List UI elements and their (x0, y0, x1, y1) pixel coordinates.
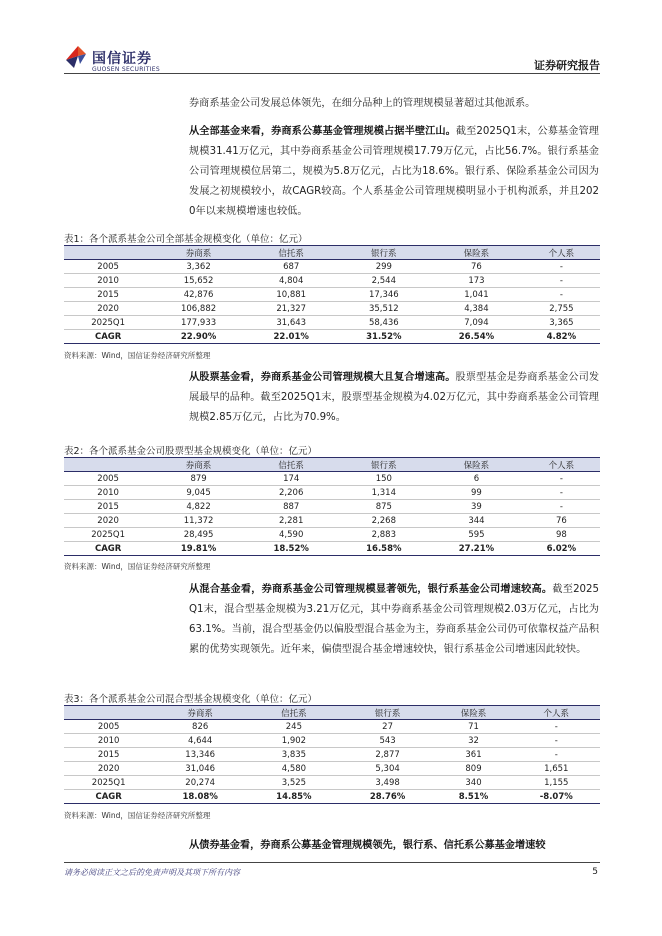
table-row (64, 260, 600, 274)
table-row (64, 720, 600, 734)
table-row (64, 542, 600, 556)
table-cell: 3,525 (247, 776, 341, 790)
table-cell: 879 (152, 472, 245, 486)
table-cell: 26.54% (430, 330, 523, 344)
table-cell: 177,933 (152, 316, 245, 330)
footer-disclaimer: 请务必阅读正文之后的免责声明及其项下所有内容 (64, 868, 240, 877)
table-cell: 2,877 (341, 748, 435, 762)
table-cell: 4,384 (430, 302, 523, 316)
company-name: 国信证券 (92, 51, 152, 67)
table-row (64, 748, 600, 762)
table-cell: -8.07% (513, 790, 600, 804)
column-header (64, 458, 152, 472)
table-cell: 2025Q1 (64, 528, 152, 542)
table-cell: CAGR (64, 542, 152, 556)
table-cell: 31.52% (338, 330, 431, 344)
report-type: 证券研究报告 (534, 59, 600, 72)
table-cell: 2005 (64, 472, 152, 486)
table-cell: 14.85% (247, 790, 341, 804)
table-cell: 9,045 (152, 486, 245, 500)
table-cell: 543 (341, 734, 435, 748)
table-cell: 687 (245, 260, 338, 274)
column-header: 信托系 (245, 246, 338, 260)
table-cell: 99 (430, 486, 523, 500)
table-row (64, 762, 600, 776)
table-cell: - (523, 260, 600, 274)
table-cell: 71 (434, 720, 512, 734)
table-caption: 表2：各个派系基金公司股票型基金规模变化（单位：亿元） (64, 446, 318, 457)
table-cell: 2025Q1 (64, 316, 152, 330)
table-cell: 2010 (64, 486, 152, 500)
paragraph-stock-funds (189, 368, 599, 428)
paragraph-lead: 从债券基金看，券商系公募基金管理规模领先，银行系、信托系公募基金增速较 (189, 840, 546, 851)
table-row (64, 734, 600, 748)
table-cell: 1,314 (338, 486, 431, 500)
table-cell: 1,155 (513, 776, 600, 790)
table-cell: 17,346 (338, 288, 431, 302)
paragraph-bond-funds (189, 836, 599, 856)
table-cell: 344 (430, 514, 523, 528)
table-cell: 2005 (64, 260, 152, 274)
paragraph-lead: 从全部基金来看，券商系公募基金管理规模占据半壁江山。 (189, 126, 456, 137)
table-cell: - (523, 472, 600, 486)
table-cell: 28,495 (152, 528, 245, 542)
table-cell: 21,327 (245, 302, 338, 316)
header-divider (64, 73, 600, 74)
table-cell: 16.58% (338, 542, 431, 556)
data-table (64, 245, 600, 344)
table-cell: 826 (153, 720, 247, 734)
table-cell: 11,372 (152, 514, 245, 528)
column-header (64, 246, 152, 260)
page-number: 5 (592, 867, 598, 877)
table-row (64, 472, 600, 486)
column-header: 个人系 (523, 458, 600, 472)
column-header: 个人系 (523, 246, 600, 260)
table-cell: 31,643 (245, 316, 338, 330)
table-row (64, 500, 600, 514)
column-header: 券商系 (152, 246, 245, 260)
table-cell: - (523, 486, 600, 500)
table-cell: 2,544 (338, 274, 431, 288)
table-cell: 42,876 (152, 288, 245, 302)
table-cell: 4.82% (523, 330, 600, 344)
table-cell: 2020 (64, 302, 152, 316)
table-cell: 2005 (64, 720, 153, 734)
column-header: 保险系 (430, 458, 523, 472)
column-header: 银行系 (341, 706, 435, 720)
table-cell: 299 (338, 260, 431, 274)
table-cell: 13,346 (153, 748, 247, 762)
paragraph-text: 股票型基金是券商系基金公司发展最早的品种。截至2025Q1末，股票型基金规模为4.02万亿元，其中券商系基金公司管理规模2.85万亿元，占比为70.9%。 (189, 372, 600, 423)
paragraph-text: 券商系基金公司发展总体领先，在细分品种上的管理规模显著超过其他派系。 (189, 98, 536, 109)
table-cell: 2015 (64, 500, 152, 514)
table-cell: 22.90% (152, 330, 245, 344)
table-row (64, 330, 600, 344)
page-header (0, 0, 662, 78)
table-cell: 2010 (64, 734, 153, 748)
table-cell: CAGR (64, 790, 153, 804)
company-name-en: GUOSEN SECURITIES (92, 66, 161, 73)
paragraph-hybrid-funds (189, 580, 599, 660)
column-header: 保险系 (434, 706, 512, 720)
table-cell: - (523, 500, 600, 514)
table-row (64, 790, 600, 804)
table-cell: 15,652 (152, 274, 245, 288)
table-cell: 7,094 (430, 316, 523, 330)
paragraph-intro (189, 94, 599, 114)
column-header (64, 706, 153, 720)
column-header: 信托系 (247, 706, 341, 720)
column-header: 银行系 (338, 246, 431, 260)
table-cell: CAGR (64, 330, 152, 344)
paragraph-lead: 从股票基金看，券商系基金公司管理规模大且复合增速高。 (189, 372, 456, 383)
table-cell: 4,590 (245, 528, 338, 542)
table-cell: 58,436 (338, 316, 431, 330)
table-cell: 18.08% (153, 790, 247, 804)
paragraph-text: 截至2025Q1末，公募基金管理规模31.41万亿元，其中券商系基金公司管理规模17.79万亿元，占比56.7%。银行系基金公司管理规模位居第二，规模为5.8万亿元，占比为18.6%。银行系、保险系基金公司因为发展之初规模较小，故CAGR较高。个人系基金公司管理规模明显小于机构派系，并且2020年以来规模增速也较低。 (189, 126, 599, 217)
table-cell: 4,580 (247, 762, 341, 776)
table-cell: 4,804 (245, 274, 338, 288)
table-row (64, 514, 600, 528)
table-cell: 5,304 (341, 762, 435, 776)
table-cell: 3,362 (152, 260, 245, 274)
table-cell: - (523, 288, 600, 302)
table-cell: 10,881 (245, 288, 338, 302)
data-table (64, 457, 600, 556)
table-cell: - (513, 720, 600, 734)
table-cell: 2010 (64, 274, 152, 288)
paragraph-lead: 从混合基金看，券商系基金公司管理规模显著领先，银行系基金公司增速较高。 (189, 584, 553, 595)
table-cell: 35,512 (338, 302, 431, 316)
column-header: 信托系 (245, 458, 338, 472)
table-cell: 98 (523, 528, 600, 542)
table-cell: 1,651 (513, 762, 600, 776)
table-cell: 8.51% (434, 790, 512, 804)
table-row (64, 528, 600, 542)
table-cell: 19.81% (152, 542, 245, 556)
table-cell: 1,902 (247, 734, 341, 748)
table-cell: 6 (430, 472, 523, 486)
table-row (64, 302, 600, 316)
table-cell: 20,274 (153, 776, 247, 790)
table-cell: 27 (341, 720, 435, 734)
paragraph-text: 截至2025Q1末，混合型基金规模为3.21万亿元，其中券商系基金公司管理规模2.03万亿元，占比为63.1%。当前，混合型基金仍以偏股型混合基金为主，券商系基金公司仍可依靠权益产品积累的优势实现领先。近年来，偏债型混合基金增速较快，银行系基金公司增速因此较快。 (189, 584, 599, 655)
table-cell: 76 (430, 260, 523, 274)
column-header: 券商系 (152, 458, 245, 472)
table-row (64, 486, 600, 500)
table-cell: 361 (434, 748, 512, 762)
table-cell: 2,883 (338, 528, 431, 542)
table-cell: 150 (338, 472, 431, 486)
table-caption: 表3：各个派系基金公司混合型基金规模变化（单位：亿元） (64, 694, 318, 705)
table-cell: 809 (434, 762, 512, 776)
table-cell: 2015 (64, 288, 152, 302)
table-cell: 2,206 (245, 486, 338, 500)
table-source: 资料来源：Wind，国信证券经济研究所整理 (64, 562, 211, 571)
table-cell: - (513, 748, 600, 762)
table-cell: 2020 (64, 762, 153, 776)
table-cell: 3,835 (247, 748, 341, 762)
table-cell: 245 (247, 720, 341, 734)
table-cell: 173 (430, 274, 523, 288)
table-cell: 27.21% (430, 542, 523, 556)
table-cell: 2,281 (245, 514, 338, 528)
column-header: 保险系 (430, 246, 523, 260)
table-cell: 6.02% (523, 542, 600, 556)
table-caption: 表1：各个派系基金公司全部基金规模变化（单位：亿元） (64, 234, 308, 245)
table-cell: - (523, 274, 600, 288)
guosen-logo-icon (64, 44, 88, 70)
table-cell: 32 (434, 734, 512, 748)
column-header: 银行系 (338, 458, 431, 472)
table-cell: 28.76% (341, 790, 435, 804)
table-cell: 174 (245, 472, 338, 486)
table-cell: 887 (245, 500, 338, 514)
table-cell: 31,046 (153, 762, 247, 776)
table-cell: 2,755 (523, 302, 600, 316)
table-cell: 3,365 (523, 316, 600, 330)
table-row (64, 274, 600, 288)
table-cell: 4,822 (152, 500, 245, 514)
column-header: 券商系 (153, 706, 247, 720)
table-cell: 595 (430, 528, 523, 542)
table-row (64, 776, 600, 790)
table-source: 资料来源：Wind，国信证券经济研究所整理 (64, 811, 211, 820)
data-table (64, 705, 600, 804)
table-source: 资料来源：Wind，国信证券经济研究所整理 (64, 351, 211, 360)
table-cell: 1,041 (430, 288, 523, 302)
table-row (64, 316, 600, 330)
table-cell: 875 (338, 500, 431, 514)
column-header: 个人系 (513, 706, 600, 720)
table-cell: 22.01% (245, 330, 338, 344)
table-cell: 39 (430, 500, 523, 514)
paragraph-all-funds (189, 122, 599, 222)
table-cell: 4,644 (153, 734, 247, 748)
table-cell: 2,268 (338, 514, 431, 528)
footer-divider (64, 862, 600, 863)
table-row (64, 288, 600, 302)
table-cell: 2015 (64, 748, 153, 762)
table-cell: 106,882 (152, 302, 245, 316)
table-cell: 340 (434, 776, 512, 790)
table-cell: 2025Q1 (64, 776, 153, 790)
table-cell: 3,498 (341, 776, 435, 790)
table-cell: - (513, 734, 600, 748)
table-cell: 2020 (64, 514, 152, 528)
table-cell: 76 (523, 514, 600, 528)
table-cell: 18.52% (245, 542, 338, 556)
